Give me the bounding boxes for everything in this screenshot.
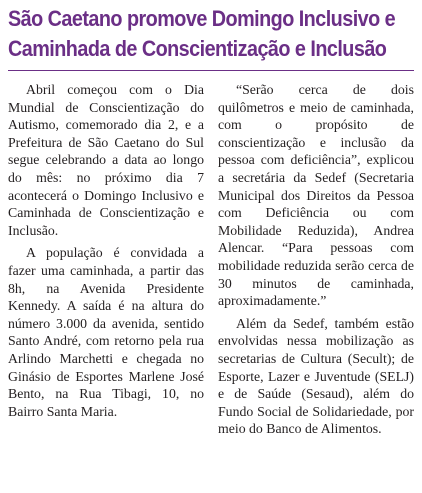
headline-divider: [8, 70, 414, 71]
right-column: [218, 81, 414, 443]
paragraph: A população é convidada a fazer uma caminhada, a partir das 8h, na Avenida Presidente Kennedy. A saída é na altura do número 3.000 da avenida, sentido Santo André, com retorno pela rua Arlindo Marchetti e chegada no Ginásio de Esportes Marlene José Bento, na Rua Tibagi, 10, no Bairro Santa Maria.: [8, 245, 204, 419]
article-body: [8, 81, 414, 443]
article-headline: [8, 4, 413, 64]
headline-line-2: Caminhada de Conscientização e Inclusão: [8, 36, 387, 61]
headline-line-1: São Caetano promove Domingo Inclusivo e: [8, 6, 396, 31]
paragraph: “Serão cerca de dois quilômetros e meio de caminhada, com o propósito de conscientização e inclusão da pessoa com deficiência”, explicou a secretária da Sedef (Secretaria Municipal dos Direitos da Pessoa com Deficiência ou com Mobilidade Reduzida), Andrea Alencar. “Para pessoas com mobilidade reduzida serão cerca de 30 minutos de caminhada, aproximadamente.”: [218, 82, 414, 309]
left-column: [8, 81, 204, 443]
paragraph: Além da Sedef, também estão envolvidas nessa mobilização as secretarias de Cultura (Secult); de Esporte, Lazer e Juventude (SELJ) e de Saúde (Sesaud), além do Fundo Social de Solidariedade, por meio do Banco de Alimentos.: [218, 315, 414, 437]
paragraph: Abril começou com o Dia Mundial de Conscientização do Autismo, comemorado dia 2, e a Prefeitura de São Caetano do Sul segue celebrando a data ao longo do mês: no próximo dia 7 acontecerá o Domingo Inclusivo e Caminhada de Conscientização e Inclusão.: [8, 82, 204, 238]
